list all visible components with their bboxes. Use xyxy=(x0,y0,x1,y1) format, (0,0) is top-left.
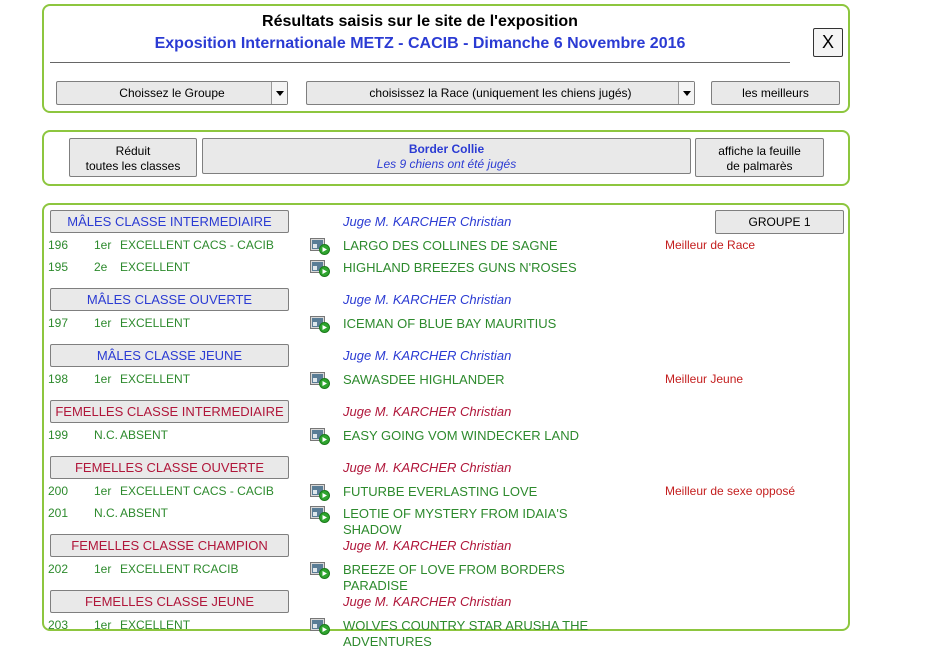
reduce-line-2: toutes les classes xyxy=(85,159,181,173)
dog-name-link[interactable]: BREEZE OF LOVE FROM BORDERS PARADISE xyxy=(343,562,565,593)
group-button-label: GROUPE 1 xyxy=(748,215,811,229)
judge-name: Juge M. KARCHER Christian xyxy=(343,594,512,609)
dog-number: 195 xyxy=(48,260,69,274)
video-icon[interactable] xyxy=(310,484,330,501)
dog-rank: 1er xyxy=(94,484,112,498)
dog-number: 203 xyxy=(48,618,69,632)
video-icon[interactable] xyxy=(310,506,330,523)
breed-panel xyxy=(42,130,850,186)
breed-select-value: choisissez la Race (uniquement les chiens jugés) xyxy=(369,86,632,100)
dog-grade: EXCELLENT xyxy=(120,618,191,632)
dog-number: 197 xyxy=(48,316,69,330)
class-header[interactable]: MÂLES CLASSE INTERMEDIAIRE xyxy=(50,210,289,233)
dog-rank: 1er xyxy=(94,618,112,632)
dog-name-link[interactable]: LEOTIE OF MYSTERY FROM IDAIA'S SHADOW xyxy=(343,506,568,537)
video-icon[interactable] xyxy=(310,260,330,277)
dog-name-link[interactable]: FUTURBE EVERLASTING LOVE xyxy=(343,484,538,499)
dog-rank: N.C. xyxy=(94,428,118,442)
dog-rank: 1er xyxy=(94,372,112,386)
class-header[interactable]: FEMELLES CLASSE OUVERTE xyxy=(50,456,289,479)
dog-grade: EXCELLENT RCACIB xyxy=(120,562,239,576)
page-title: Résultats saisis sur le site de l'exposition xyxy=(262,13,578,30)
dog-grade: EXCELLENT xyxy=(120,260,191,274)
chevron-down-icon xyxy=(271,82,287,104)
results-panel xyxy=(42,203,850,649)
dog-number: 196 xyxy=(48,238,69,252)
class-header[interactable]: FEMELLES CLASSE JEUNE xyxy=(50,590,289,613)
judge-name: Juge M. KARCHER Christian xyxy=(343,292,512,307)
dog-number: 198 xyxy=(48,372,69,386)
best-button[interactable] xyxy=(711,81,840,105)
award-label: Meilleur de sexe opposé xyxy=(665,484,796,498)
reduce-classes-button[interactable] xyxy=(69,138,197,177)
breed-info xyxy=(202,138,691,174)
dog-name-link[interactable]: EASY GOING VOM WINDECKER LAND xyxy=(343,428,579,443)
dog-rank: 1er xyxy=(94,562,112,576)
dog-grade: EXCELLENT CACS - CACIB xyxy=(120,238,274,252)
header-panel xyxy=(42,4,850,113)
class-header[interactable]: FEMELLES CLASSE CHAMPION xyxy=(50,534,289,557)
close-button[interactable] xyxy=(813,28,843,57)
close-icon: X xyxy=(821,32,834,52)
video-icon[interactable] xyxy=(310,618,330,635)
video-icon[interactable] xyxy=(310,238,330,255)
breed-status: Les 9 chiens ont été jugés xyxy=(376,157,517,171)
breed-name: Border Collie xyxy=(408,142,485,156)
dog-grade: ABSENT xyxy=(120,506,169,520)
group-button[interactable] xyxy=(715,210,844,234)
dog-rank: 1er xyxy=(94,238,112,252)
palmares-line-1: affiche la feuille xyxy=(718,144,801,158)
judge-name: Juge M. KARCHER Christian xyxy=(343,538,512,553)
video-icon[interactable] xyxy=(310,428,330,445)
class-header[interactable]: FEMELLES CLASSE INTERMEDIAIRE xyxy=(50,400,289,423)
dog-rank: 2e xyxy=(94,260,108,274)
dog-number: 199 xyxy=(48,428,69,442)
dog-grade: EXCELLENT xyxy=(120,316,191,330)
dog-rank: N.C. xyxy=(94,506,118,520)
dog-grade: ABSENT xyxy=(120,428,169,442)
dog-number: 200 xyxy=(48,484,69,498)
group-select[interactable] xyxy=(56,81,288,105)
video-icon[interactable] xyxy=(310,316,330,333)
judge-name: Juge M. KARCHER Christian xyxy=(343,404,512,419)
award-label: Meilleur de Race xyxy=(665,238,756,252)
dog-name-link[interactable]: SAWASDEE HIGHLANDER xyxy=(343,372,505,387)
dog-name-link[interactable]: LARGO DES COLLINES DE SAGNE xyxy=(343,238,558,253)
video-icon[interactable] xyxy=(310,372,330,389)
dog-grade: EXCELLENT CACS - CACIB xyxy=(120,484,274,498)
breed-select[interactable] xyxy=(306,81,695,105)
palmares-line-2: de palmarès xyxy=(726,159,793,173)
show-palmares-button[interactable] xyxy=(695,138,824,177)
dog-name-link[interactable]: HIGHLAND BREEZES GUNS N'ROSES xyxy=(343,260,577,275)
class-header[interactable]: MÂLES CLASSE JEUNE xyxy=(50,344,289,367)
group-select-value: Choissez le Groupe xyxy=(119,86,225,100)
header-divider xyxy=(50,62,790,63)
exhibition-subtitle: Exposition Internationale METZ - CACIB - Dimanche 6 Novembre 2016 xyxy=(154,35,686,52)
reduce-line-1: Réduit xyxy=(115,144,151,158)
best-button-label: les meilleurs xyxy=(742,86,809,100)
dog-name-link[interactable]: WOLVES COUNTRY STAR ARUSHA THE ADVENTURES xyxy=(343,618,589,649)
judge-name: Juge M. KARCHER Christian xyxy=(343,214,512,229)
dog-name-link[interactable]: ICEMAN OF BLUE BAY MAURITIUS xyxy=(343,316,557,331)
dog-number: 201 xyxy=(48,506,69,520)
video-icon[interactable] xyxy=(310,562,330,579)
award-label: Meilleur Jeune xyxy=(665,372,744,386)
dog-grade: EXCELLENT xyxy=(120,372,191,386)
dog-number: 202 xyxy=(48,562,69,576)
judge-name: Juge M. KARCHER Christian xyxy=(343,460,512,475)
judge-name: Juge M. KARCHER Christian xyxy=(343,348,512,363)
chevron-down-icon xyxy=(678,82,694,104)
dog-rank: 1er xyxy=(94,316,112,330)
class-header[interactable]: MÂLES CLASSE OUVERTE xyxy=(50,288,289,311)
